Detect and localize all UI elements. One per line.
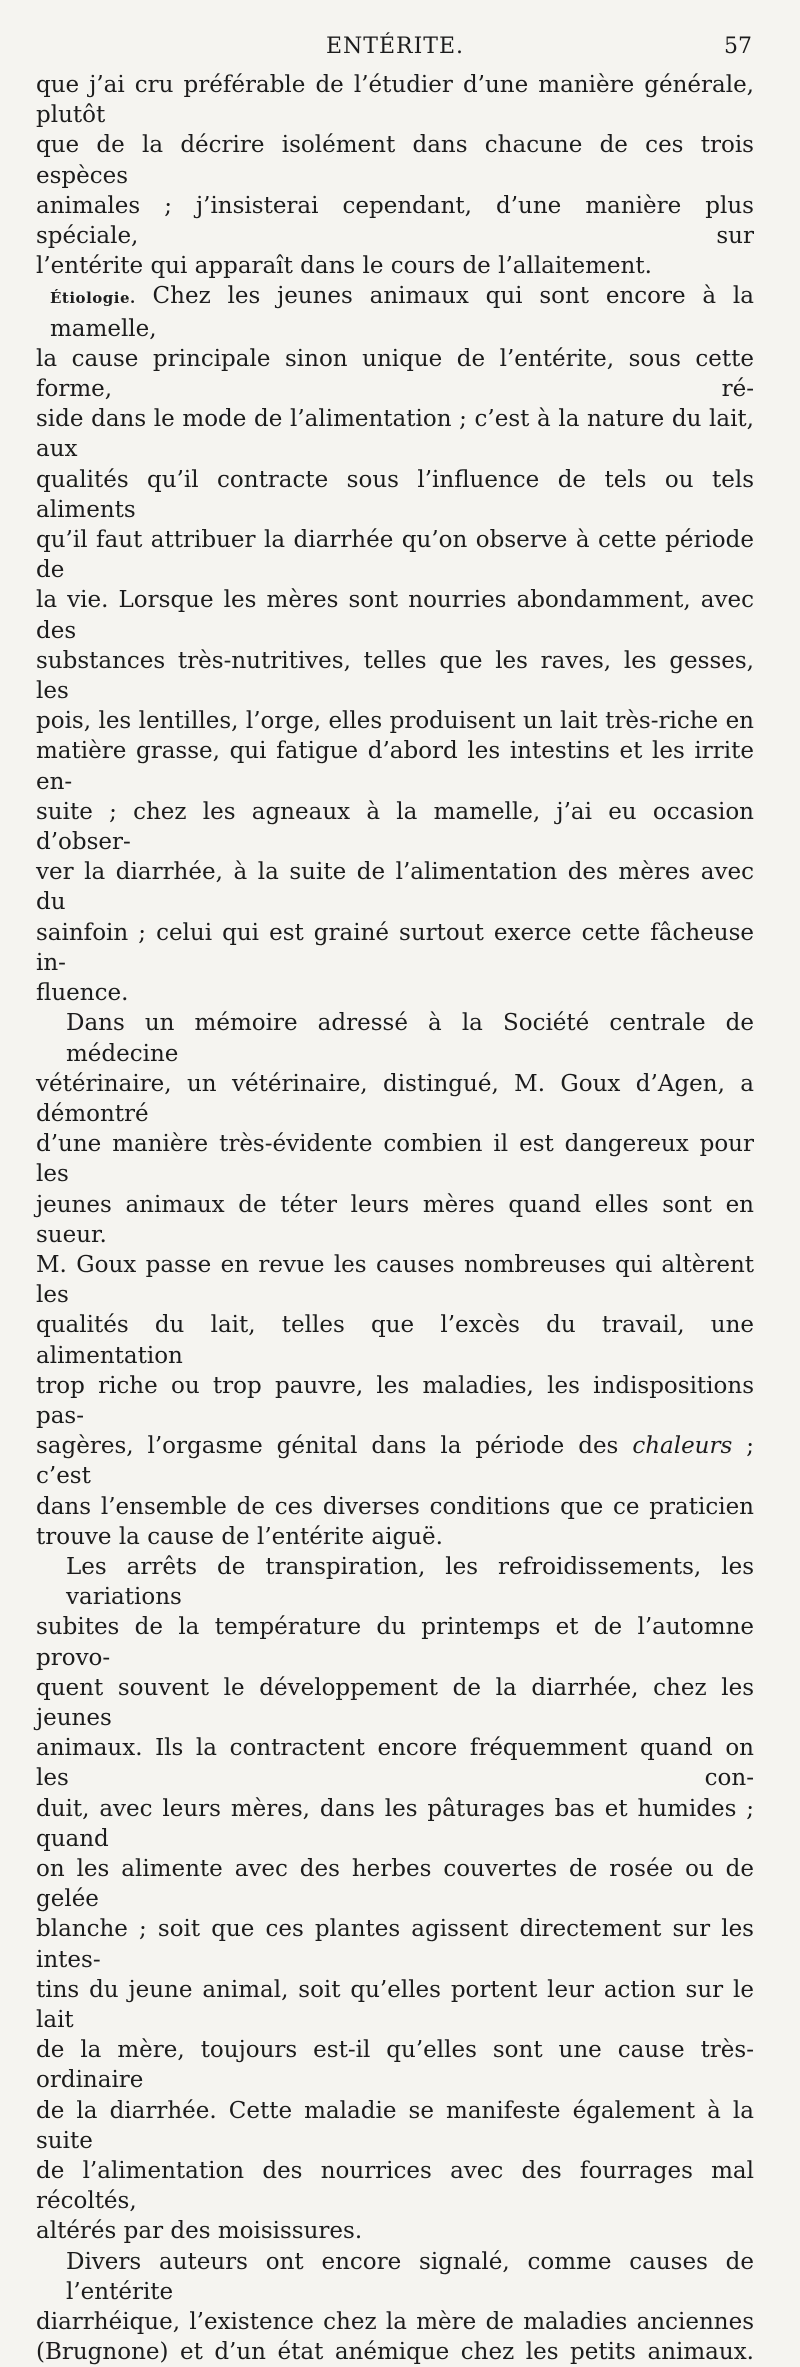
text-line: substances très-nutritives, telles que les raves, les gesses, les: [36, 647, 754, 705]
text-line: on les alimente avec des herbes couvertes de rosée ou de gelée: [36, 1855, 754, 1913]
text-line: duit, avec leurs mères, dans les pâturages bas et humides ; quand: [36, 1795, 754, 1852]
text-line: de l’alimentation des nourrices avec des fourrages mal récoltés,: [36, 2158, 754, 2215]
text-line: la cause principale sinon unique de l’entérite, sous cette forme, ré-: [36, 345, 754, 403]
text-line: trop riche ou trop pauvre, les maladies, les indispositions pas-: [36, 1372, 754, 1429]
text-line: que de la décrire isolément dans chacune de ces trois espèces: [36, 132, 754, 189]
body-text: [36, 70, 754, 2367]
text-line: sainfoin ; celui qui est grainé surtout exerce cette fâcheuse in-: [36, 919, 754, 976]
text-line: la vie. Lorsque les mères sont nourries abondamment, avec des: [36, 587, 754, 644]
text-line: Divers auteurs ont encore signalé, comme causes de l’entérite: [66, 2248, 754, 2305]
text-line: qualités qu’il contracte sous l’influence de tels ou tels aliments: [36, 466, 754, 523]
text-line: (Brugnone) et d’un état anémique chez les petits animaux.: [36, 2339, 754, 2366]
text-line: subites de la température du printemps et de l’automne provo-: [36, 1614, 754, 1671]
text-line: l’entérite qui apparaît dans le cours de l’allaitement.: [36, 253, 652, 280]
text-line: Les arrêts de transpiration, les refroidissements, les variations: [66, 1553, 754, 1611]
italic-word: chaleurs: [632, 1433, 733, 1460]
page-number: 57: [724, 34, 752, 59]
text-line-content: ; c’est: [36, 1433, 755, 1490]
text-line: d’une manière très-évidente combien il est dangereux pour les: [36, 1131, 754, 1188]
text-line: animales ; j’insisterai cependant, d’une manière plus spéciale, sur: [36, 192, 754, 250]
page-header: [36, 30, 754, 64]
text-line: ver la diarrhée, à la suite de l’alimentation des mères avec du: [36, 859, 754, 916]
paragraph-4: [36, 1552, 754, 2247]
text-line-content: Chez les jeunes animaux qui sont encore à la mamelle,: [50, 283, 754, 342]
text-line: dans l’ensemble de ces diverses conditions que ce praticien: [36, 1493, 754, 1520]
sidenote-etiologie: Étiologie.: [50, 289, 136, 308]
text-line: animaux. Ils la contractent encore fréquemment quand on les con-: [36, 1735, 754, 1792]
text-line: de la diarrhée. Cette maladie se manifeste également à la suite: [36, 2097, 754, 2154]
text-line: blanche ; soit que ces plantes agissent directement sur les intes-: [36, 1916, 754, 1973]
text-line: pois, les lentilles, l’orge, elles produisent un lait très-riche en: [36, 708, 754, 735]
text-line: vétérinaire, un vétérinaire, distingué, M. Goux d’Agen, a démontré: [36, 1070, 754, 1127]
text-line: [36, 1431, 754, 1491]
paragraph-5: [36, 2247, 754, 2367]
paragraph-2: [36, 281, 754, 1008]
text-line: Dans un mémoire adressé à la Société centrale de médecine: [66, 1010, 754, 1067]
text-line: que j’ai cru préférable de l’étudier d’une manière générale, plutôt: [36, 72, 754, 129]
text-line: fluence.: [36, 980, 129, 1007]
text-line: jeunes animaux de téter leurs mères quand elles sont en sueur.: [36, 1191, 754, 1248]
text-line: suite ; chez les agneaux à la mamelle, j’ai eu occasion d’obser-: [36, 798, 754, 856]
text-line: qualités du lait, telles que l’excès du travail, une alimentation: [36, 1312, 754, 1369]
text-line: trouve la cause de l’entérite aiguë.: [36, 1523, 443, 1550]
text-line-content: sagères, l’orgasme génital dans la période des: [36, 1433, 633, 1460]
text-line: M. Goux passe en revue les causes nombreuses qui altèrent les: [36, 1251, 754, 1309]
text-line: matière grasse, qui fatigue d’abord les intestins et les irrite en-: [36, 738, 754, 795]
text-line: de la mère, toujours est-il qu’elles sont une cause très-ordinaire: [36, 2037, 754, 2094]
paragraph-1: [36, 70, 754, 281]
paragraph-3: [36, 1008, 754, 1552]
text-line: [36, 281, 754, 343]
text-line: qu’il faut attribuer la diarrhée qu’on observe à cette période de: [36, 527, 754, 584]
text-line: tins du jeune animal, soit qu’elles portent leur action sur le lait: [36, 1976, 754, 2033]
text-line: altérés par des moisissures.: [36, 2218, 363, 2245]
text-line: quent souvent le développement de la diarrhée, chez les jeunes: [36, 1674, 754, 1731]
running-title: ENTÉRITE.: [325, 34, 465, 59]
text-line: side dans le mode de l’alimentation ; c’est à la nature du lait, aux: [36, 406, 754, 463]
text-line: diarrhéique, l’existence chez la mère de maladies anciennes: [36, 2309, 754, 2336]
